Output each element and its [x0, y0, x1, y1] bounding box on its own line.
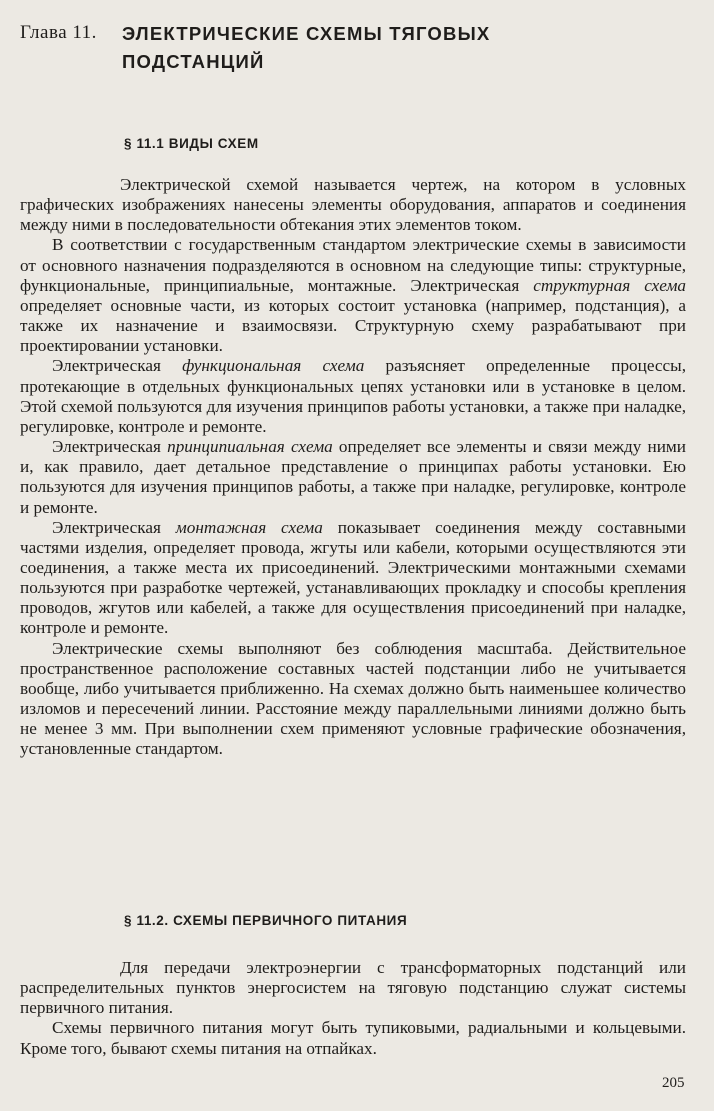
term-principal-scheme: принципиальная схема — [167, 437, 333, 457]
term-wiring-scheme: монтажная схема — [175, 517, 323, 537]
term-functional-scheme: функциональная схема — [182, 356, 365, 376]
chapter-label: Глава 11. — [20, 22, 97, 43]
chapter-title-line-1: ЭЛЕКТРИЧЕСКИЕ СХЕМЫ ТЯГОВЫХ — [122, 23, 491, 44]
paragraph-functional-scheme: Электрическая функциональная схема разъясняет определенные процессы, протекающие в отдельных функциональных цепях установки или в установке в целом. Этой схемой пользуются для изучения принципов работы установки, а также при наладке, регулировке, контроле и ремонте. — [20, 356, 687, 436]
paragraph-primary-supply: Для передачи электроэнергии с трансформаторных подстанций или распределительных пунктов энергосистем на тяговую подстанцию служат системы первичного питания. — [20, 958, 686, 1018]
paragraph-principal-scheme: Электрическая принципиальная схема определяет все элементы и связи между ними и, как правило, дает детальное представление о принципах работы установки. Ею пользуются для изучения принципов работы, а также при наладке, регулировке, контроле и ремонте. — [20, 437, 687, 517]
term-structural-scheme: структурная схема — [533, 275, 687, 295]
paragraph-wiring-scheme: Электрическая монтажная схема показывает соединения между составными частями изделия, определяет провода, жгуты или кабели, которыми осуществляются эти соединения, а также места их присоединений. Электрическими монтажными схемами пользуются при разработке чертежей, устанавливающих прокладку и способы крепления проводов, жгутов или кабелей, а также для осуществления присоединений при наладке, контроле и ремонте. — [20, 517, 686, 638]
page-number: 205 — [662, 1075, 685, 1091]
section-11-2-body — [20, 958, 686, 1059]
paragraph-definition: Электрической схемой называется чертеж, на котором в условных графических изображениях нанесены элементы оборудования, аппаратов и соединения между ними в последовательности обтекания этих элементов током. — [20, 175, 686, 235]
paragraph-supply-types: Схемы первичного питания могут быть тупиковыми, радиальными и кольцевыми. Кроме того, бывают схемы питания на отпайках. — [20, 1018, 686, 1058]
section-11-1-body — [20, 175, 686, 760]
paragraph-scheme-rules: Электрические схемы выполняют без соблюдения масштаба. Действительное пространственное расположение составных частей подстанции либо не учитывается вообще, либо учитывается приближенно. На схемах должно быть наименьшее количество изломов и пересечений линии. Расстояние между параллельными линиями должно быть не менее 3 мм. При выполнении схем применяют условные графические обозначения, установленные стандартом. — [20, 638, 686, 759]
section-heading-11-1: § 11.1 ВИДЫ СХЕМ — [124, 136, 259, 151]
paragraph-structural-scheme: В соответствии с государственным стандартом электрические схемы в зависимости от основного назначения подразделяются в основном на следующие типы: структурные, функциональные, принципиальные, монтажные. Электрическая структурная схема определяет основные части, из которых состоит установка (например, подстанция), а также их назначение и взаимосвязи. Структурную схему разрабатывают при проектировании установки. — [20, 235, 687, 356]
chapter-title-line-2: ПОДСТАНЦИЙ — [122, 51, 265, 72]
chapter-title — [122, 20, 490, 76]
section-heading-11-2: § 11.2. СХЕМЫ ПЕРВИЧНОГО ПИТАНИЯ — [124, 913, 408, 928]
